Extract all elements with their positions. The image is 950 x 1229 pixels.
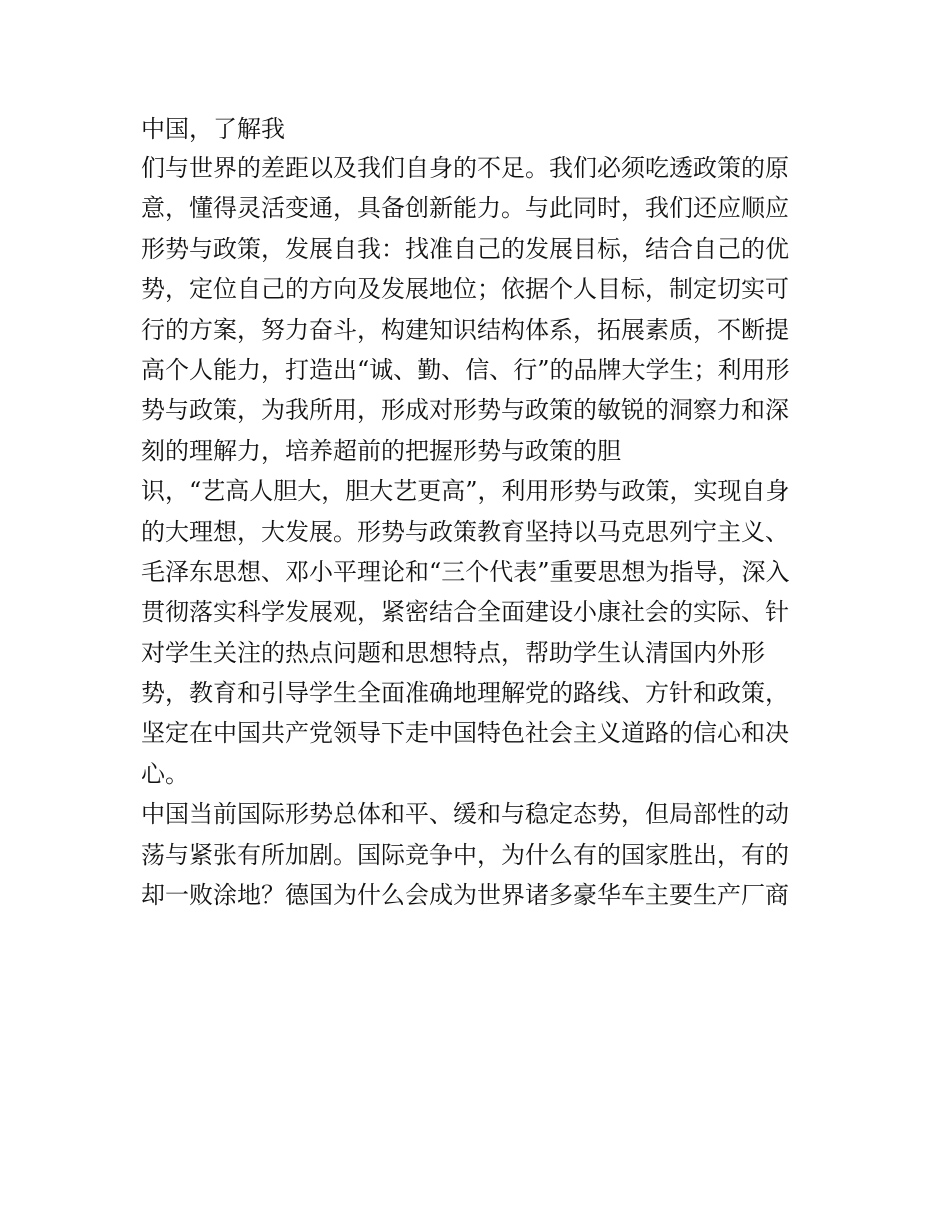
- text-line: 心。: [141, 759, 189, 788]
- text-line: 刻的理解力，培养超前的把握形势与政策的胆: [141, 436, 621, 465]
- text-line: 势与政策，为我所用，形成对形势与政策的敏锐的洞察力和深: [141, 396, 789, 425]
- text-line: 贯彻落实科学发展观，紧密结合全面建设小康社会的实际、针: [141, 598, 789, 627]
- text-line: 中国，了解我: [141, 115, 285, 143]
- text-line: 势，定位自己的方向及发展地位；依据个人目标，制定切实可: [141, 275, 789, 304]
- text-line: 坚定在中国共产党领导下走中国特色社会主义道路的信心和决: [141, 719, 789, 748]
- text-line: 们与世界的差距以及我们自身的不足。我们必须吃透政策的原: [141, 154, 789, 182]
- text-line: 意，懂得灵活变通，具备创新能力。与此同时，我们还应顺应: [141, 194, 789, 223]
- text-line: 识，“艺高人胆大，胆大艺更高”，利用形势与政策，实现自身: [141, 477, 790, 506]
- text-line: 势，教育和引导学生全面准确地理解党的路线、方针和政策，: [141, 679, 789, 708]
- text-line: 却一败涂地？德国为什么会成为世界诸多豪华车主要生产厂商: [141, 881, 789, 910]
- text-line: 的大理想，大发展。形势与政策教育坚持以马克思列宁主义、: [141, 517, 789, 546]
- text-line: 形势与政策，发展自我：找准自己的发展目标，结合自己的优: [141, 234, 789, 263]
- text-line: 荡与紧张有所加剧。国际竞争中，为什么有的国家胜出，有的: [141, 840, 789, 869]
- text-line: 中国当前国际形势总体和平、缓和与稳定态势，但局部性的动: [141, 800, 789, 829]
- text-line: 毛泽东思想、邓小平理论和“三个代表”重要思想为指导，深入: [141, 557, 790, 586]
- text-line: 行的方案，努力奋斗，构建知识结构体系，拓展素质，不断提: [141, 315, 789, 344]
- text-line: 高个人能力，打造出“诚、勤、信、行”的品牌大学生；利用形: [141, 355, 790, 384]
- document-body: [141, 110, 821, 915]
- text-line: 对学生关注的热点问题和思想特点，帮助学生认清国内外形: [141, 638, 765, 667]
